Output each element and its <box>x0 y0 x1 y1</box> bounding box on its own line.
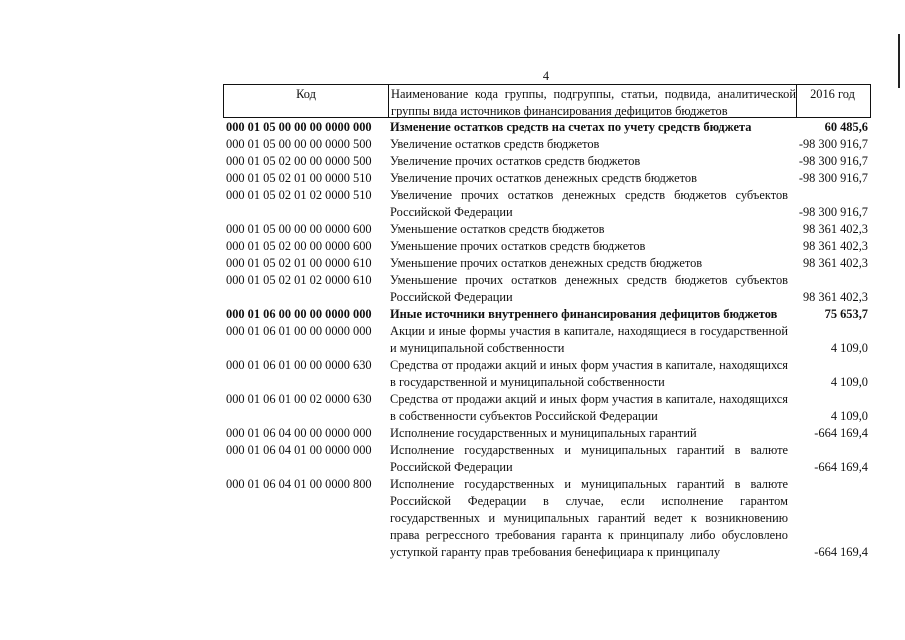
row-name: Исполнение государственных и муниципальных гарантий <box>390 426 697 440</box>
table-row <box>226 306 868 323</box>
row-value: 60 485,6 <box>824 120 868 134</box>
table-row <box>226 425 868 442</box>
row-value: 4 109,0 <box>830 341 868 355</box>
table-row <box>226 119 868 136</box>
row-code: 000 01 05 00 00 00 0000 500 <box>226 137 372 151</box>
row-value: -664 169,4 <box>814 460 868 474</box>
row-code: 000 01 05 00 00 00 0000 000 <box>226 120 372 134</box>
row-name: Уменьшение остатков средств бюджетов <box>390 222 605 236</box>
row-name: Уменьшение прочих остатков денежных средств бюджетов <box>390 256 703 270</box>
table-row <box>226 391 868 425</box>
row-value: -98 300 916,7 <box>798 154 868 168</box>
row-name: Акции и иные формы участия в капитале, находящиеся в государственной и муниципальной собственности <box>390 324 788 355</box>
table-row <box>226 136 868 153</box>
row-code: 000 01 05 00 00 00 0000 600 <box>226 222 372 236</box>
table-row <box>226 272 868 306</box>
row-value: 98 361 402,3 <box>802 256 868 270</box>
table-row <box>226 187 868 221</box>
row-value: 4 109,0 <box>830 375 868 389</box>
header-code: Код <box>224 85 389 118</box>
row-name: Исполнение государственных и муниципальных гарантий в валюте Российской Федерации в случае, если исполнение гарантом государственных и муниципальных гарантий ведет к возникновению права регрессного требования гаранта к принципалу либо обусловлено уступкой гаранту прав требования бенефициара к принципалу <box>390 477 788 559</box>
header-year: 2016 год <box>810 87 855 101</box>
row-code: 000 01 06 04 01 00 0000 000 <box>226 443 372 457</box>
table-row <box>226 255 868 272</box>
table-row <box>226 221 868 238</box>
page-number: 4 <box>542 69 550 83</box>
table-row <box>226 323 868 357</box>
row-name: Увеличение прочих остатков средств бюджетов <box>390 154 641 168</box>
row-code: 000 01 05 02 01 02 0000 510 <box>226 188 372 202</box>
row-name: Увеличение остатков средств бюджетов <box>390 137 600 151</box>
row-value: 4 109,0 <box>830 409 868 423</box>
row-value: 98 361 402,3 <box>802 239 868 253</box>
row-code: 000 01 05 02 01 00 0000 610 <box>226 256 372 270</box>
row-name: Средства от продажи акций и иных форм участия в капитале, находящихся в государственной и муниципальной собственности <box>390 358 788 389</box>
row-code: 000 01 06 01 00 00 0000 000 <box>226 324 372 338</box>
row-value: -664 169,4 <box>814 426 868 440</box>
row-value: -98 300 916,7 <box>798 137 868 151</box>
row-value: 75 653,7 <box>824 307 868 321</box>
table-row <box>226 238 868 255</box>
row-value: 98 361 402,3 <box>802 222 868 236</box>
row-name: Уменьшение прочих остатков средств бюджетов <box>390 239 646 253</box>
header-name: Наименование кода группы, подгруппы, статьи, подвида, аналитической группы вида источников финансирования дефицитов бюджетов <box>391 87 796 118</box>
row-code: 000 01 06 00 00 00 0000 000 <box>226 307 372 321</box>
row-name: Увеличение прочих остатков денежных средств бюджетов субъектов Российской Федерации <box>390 188 788 219</box>
table-row <box>226 442 868 476</box>
row-value: -98 300 916,7 <box>798 171 868 185</box>
row-name: Увеличение прочих остатков денежных средств бюджетов <box>390 171 697 185</box>
row-code: 000 01 06 01 00 02 0000 630 <box>226 392 372 406</box>
row-code: 000 01 05 02 01 00 0000 510 <box>226 171 372 185</box>
row-name: Иные источники внутреннего финансирования дефицитов бюджетов <box>390 307 778 321</box>
row-code: 000 01 05 02 00 00 0000 500 <box>226 154 372 168</box>
row-name: Изменение остатков средств на счетах по учету средств бюджета <box>390 120 752 134</box>
row-name: Средства от продажи акций и иных форм участия в капитале, находящихся в собственности субъектов Российской Федерации <box>390 392 788 423</box>
row-name: Уменьшение прочих остатков денежных средств бюджетов субъектов Российской Федерации <box>390 273 788 304</box>
row-code: 000 01 06 01 00 00 0000 630 <box>226 358 372 372</box>
row-name: Исполнение государственных и муниципальных гарантий в валюте Российской Федерации <box>390 443 788 474</box>
row-value: -664 169,4 <box>814 545 868 559</box>
row-code: 000 01 06 04 00 00 0000 000 <box>226 426 372 440</box>
table-row <box>226 153 868 170</box>
table-row <box>226 170 868 187</box>
row-code: 000 01 05 02 01 02 0000 610 <box>226 273 372 287</box>
row-value: 98 361 402,3 <box>802 290 868 304</box>
row-value: -98 300 916,7 <box>798 205 868 219</box>
table-body <box>226 119 868 561</box>
row-code: 000 01 05 02 00 00 0000 600 <box>226 239 372 253</box>
table-row <box>226 476 868 561</box>
table-header <box>223 84 871 118</box>
scan-edge-mark <box>898 34 900 88</box>
table-row <box>226 357 868 391</box>
row-code: 000 01 06 04 01 00 0000 800 <box>226 477 372 491</box>
